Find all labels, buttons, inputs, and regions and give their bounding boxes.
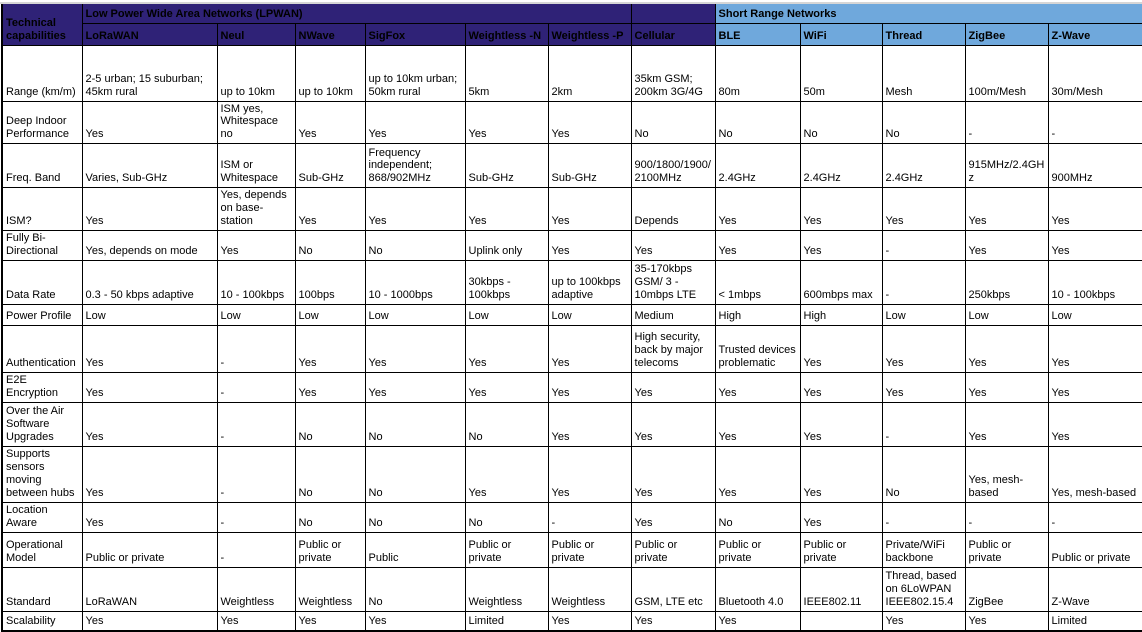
cell: Depends <box>631 188 715 231</box>
cell: 30m/Mesh <box>1048 45 1142 101</box>
row-label: Power Profile <box>2 305 82 326</box>
cell: Yes <box>295 373 365 403</box>
cell: Yes <box>82 403 217 447</box>
row-label: Range (km/m) <box>2 45 82 101</box>
cell: No <box>465 403 548 447</box>
cell: Low <box>465 305 548 326</box>
column-header-weightless-p: Weightless -P <box>548 23 631 45</box>
cell: - <box>1048 101 1142 144</box>
cell: 915MHz/2.4GHz <box>965 144 1048 188</box>
cell: Yes <box>631 503 715 533</box>
cell: Trusted devices problematic <box>715 326 800 373</box>
table-row <box>2 403 1142 447</box>
cell: Yes <box>715 373 800 403</box>
cell: Yes <box>800 447 882 503</box>
cell: - <box>965 101 1048 144</box>
cell: No <box>882 447 965 503</box>
cell: Low <box>548 305 631 326</box>
cell: 80m <box>715 45 800 101</box>
cell: Yes <box>548 373 631 403</box>
cell: Yes <box>548 612 631 631</box>
row-label: ISM? <box>2 188 82 231</box>
cell: Limited <box>465 612 548 631</box>
cell: up to 10km urban; 50km rural <box>365 45 465 101</box>
row-label: Data Rate <box>2 261 82 305</box>
cell: Yes <box>465 447 548 503</box>
table-row <box>2 144 1142 188</box>
cell: Yes <box>548 231 631 261</box>
cell: - <box>882 403 965 447</box>
table-row <box>2 261 1142 305</box>
cell: Low <box>217 305 295 326</box>
cell: Yes <box>715 612 800 631</box>
cell: - <box>217 373 295 403</box>
cell: Yes <box>715 403 800 447</box>
table-row <box>2 568 1142 612</box>
cell: Low <box>882 305 965 326</box>
cell: Yes <box>465 101 548 144</box>
cell: Yes <box>217 231 295 261</box>
cell: 35km GSM; 200km 3G/4G <box>631 45 715 101</box>
cell: 35-170kbps GSM/ 3 - 10mbps LTE <box>631 261 715 305</box>
cell: - <box>217 503 295 533</box>
cell: Weightless <box>217 568 295 612</box>
cell: 2.4GHz <box>715 144 800 188</box>
table-row <box>2 447 1142 503</box>
cell: Public or private <box>465 533 548 568</box>
cell: Yes <box>82 447 217 503</box>
group-header-spacer <box>631 3 715 23</box>
cell: Yes <box>631 373 715 403</box>
cell: Weightless <box>465 568 548 612</box>
column-header-thread: Thread <box>882 23 965 45</box>
cell: No <box>295 403 365 447</box>
cell: No <box>295 231 365 261</box>
column-header-zigbee: ZigBee <box>965 23 1048 45</box>
column-header-cellular: Cellular <box>631 23 715 45</box>
cell: Uplink only <box>465 231 548 261</box>
row-label: Standard <box>2 568 82 612</box>
cell: < 1mbps <box>715 261 800 305</box>
cell: Varies, Sub-GHz <box>82 144 217 188</box>
cell: No <box>365 447 465 503</box>
cell: 2-5 urban; 15 suburban; 45km rural <box>82 45 217 101</box>
page-top-edge <box>0 2 1142 4</box>
cell: Public or private <box>548 533 631 568</box>
cell: No <box>882 101 965 144</box>
cell: Yes <box>965 373 1048 403</box>
table-row <box>2 373 1142 403</box>
cell: Yes <box>965 326 1048 373</box>
group-header-low-power-wide-area-networks-lpwan: Low Power Wide Area Networks (LPWAN) <box>82 3 631 23</box>
group-header-short-range-networks: Short Range Networks <box>715 3 1142 23</box>
cell: Low <box>295 305 365 326</box>
table-row <box>2 188 1142 231</box>
corner-header: Technical capabilities <box>2 3 82 45</box>
cell: Low <box>82 305 217 326</box>
cell: 50m <box>800 45 882 101</box>
cell: No <box>631 101 715 144</box>
table-row <box>2 503 1142 533</box>
cell: Sub-GHz <box>465 144 548 188</box>
cell: Yes <box>1048 231 1142 261</box>
row-label: Operational Model <box>2 533 82 568</box>
cell: ISM or Whitespace <box>217 144 295 188</box>
cell: Yes <box>965 612 1048 631</box>
cell: ISM yes, Whitespace no <box>217 101 295 144</box>
cell: No <box>465 503 548 533</box>
column-header-weightless-n: Weightless -N <box>465 23 548 45</box>
cell: Yes <box>631 447 715 503</box>
cell: No <box>295 503 365 533</box>
cell: Yes <box>965 188 1048 231</box>
table-row <box>2 326 1142 373</box>
cell: LoRaWAN <box>82 568 217 612</box>
cell: 2.4GHz <box>800 144 882 188</box>
cell: Yes <box>800 403 882 447</box>
cell: 100bps <box>295 261 365 305</box>
cell: 30kbps - 100kbps <box>465 261 548 305</box>
cell: - <box>217 326 295 373</box>
cell: Yes <box>365 101 465 144</box>
cell: Yes, mesh-based <box>1048 447 1142 503</box>
table-row <box>2 533 1142 568</box>
cell: Yes <box>631 231 715 261</box>
row-label: Over the Air Software Upgrades <box>2 403 82 447</box>
cell: 10 - 1000bps <box>365 261 465 305</box>
cell: Yes <box>82 373 217 403</box>
cell: No <box>365 503 465 533</box>
cell: Yes <box>800 503 882 533</box>
cell: Thread, based on 6LoWPAN IEEE802.15.4 <box>882 568 965 612</box>
cell: up to 10km <box>295 45 365 101</box>
column-header-nwave: NWave <box>295 23 365 45</box>
table-row <box>2 101 1142 144</box>
cell: Yes <box>800 188 882 231</box>
cell: up to 100kbps adaptive <box>548 261 631 305</box>
cell: Yes <box>295 326 365 373</box>
row-label: Supports sensors moving between hubs <box>2 447 82 503</box>
cell: Yes <box>548 188 631 231</box>
cell: 10 - 100kbps <box>217 261 295 305</box>
cell: No <box>800 101 882 144</box>
cell: Sub-GHz <box>295 144 365 188</box>
cell: High security, back by major telecoms <box>631 326 715 373</box>
cell: 600mbps max <box>800 261 882 305</box>
cell: Yes <box>882 612 965 631</box>
cell: Yes <box>1048 373 1142 403</box>
cell <box>800 612 882 631</box>
cell: Yes <box>882 326 965 373</box>
cell: Public or private <box>800 533 882 568</box>
cell: Yes <box>965 231 1048 261</box>
cell: - <box>882 231 965 261</box>
row-label: Deep Indoor Performance <box>2 101 82 144</box>
cell: - <box>217 447 295 503</box>
cell: Yes, depends on mode <box>82 231 217 261</box>
cell: Yes, depends on base-station <box>217 188 295 231</box>
cell: - <box>217 403 295 447</box>
cell: Yes <box>800 231 882 261</box>
table-row <box>2 612 1142 631</box>
cell: Yes <box>882 373 965 403</box>
cell: Weightless <box>548 568 631 612</box>
column-header-neul: Neul <box>217 23 295 45</box>
cell: up to 10km <box>217 45 295 101</box>
cell: Yes <box>631 403 715 447</box>
cell: Yes <box>965 403 1048 447</box>
cell: 900MHz <box>1048 144 1142 188</box>
cell: Public or private <box>82 533 217 568</box>
cell: No <box>715 101 800 144</box>
row-label: Freq. Band <box>2 144 82 188</box>
column-header-z-wave: Z-Wave <box>1048 23 1142 45</box>
cell: Frequency independent; 868/902MHz <box>365 144 465 188</box>
table-body <box>2 45 1142 631</box>
cell: Public <box>365 533 465 568</box>
cell: Yes <box>548 403 631 447</box>
column-header-sigfox: SigFox <box>365 23 465 45</box>
cell: Yes <box>82 101 217 144</box>
cell: - <box>965 503 1048 533</box>
cell: Yes <box>548 326 631 373</box>
network-comparison-table <box>1 2 1142 632</box>
cell: - <box>1048 503 1142 533</box>
cell: - <box>882 503 965 533</box>
cell: - <box>548 503 631 533</box>
cell: Yes <box>715 188 800 231</box>
cell: Z-Wave <box>1048 568 1142 612</box>
cell: Yes <box>882 188 965 231</box>
cell: Yes <box>82 612 217 631</box>
cell: Mesh <box>882 45 965 101</box>
cell: Yes <box>800 326 882 373</box>
cell: No <box>715 503 800 533</box>
table-row <box>2 231 1142 261</box>
table-row <box>2 305 1142 326</box>
cell: No <box>365 231 465 261</box>
cell: High <box>715 305 800 326</box>
cell: Yes <box>548 447 631 503</box>
table-header <box>2 3 1142 45</box>
cell: - <box>882 261 965 305</box>
cell: Yes <box>465 188 548 231</box>
cell: Yes, mesh-based <box>965 447 1048 503</box>
cell: ZigBee <box>965 568 1048 612</box>
cell: 100m/Mesh <box>965 45 1048 101</box>
cell: Yes <box>82 326 217 373</box>
cell: Public or private <box>295 533 365 568</box>
cell: Public or private <box>965 533 1048 568</box>
cell: High <box>800 305 882 326</box>
cell: Public or private <box>631 533 715 568</box>
cell: Sub-GHz <box>548 144 631 188</box>
table-row <box>2 45 1142 101</box>
cell: No <box>365 568 465 612</box>
cell: Public or private <box>1048 533 1142 568</box>
cell: 2km <box>548 45 631 101</box>
cell: Yes <box>1048 403 1142 447</box>
cell: Public or private <box>715 533 800 568</box>
cell: Medium <box>631 305 715 326</box>
cell: Yes <box>365 612 465 631</box>
cell: 0.3 - 50 kbps adaptive <box>82 261 217 305</box>
cell: Yes <box>365 326 465 373</box>
cell: Yes <box>295 612 365 631</box>
cell: Limited <box>1048 612 1142 631</box>
cell: Yes <box>548 101 631 144</box>
cell: Yes <box>295 101 365 144</box>
cell: Yes <box>217 612 295 631</box>
cell: Low <box>365 305 465 326</box>
cell: GSM, LTE etc <box>631 568 715 612</box>
cell: 5km <box>465 45 548 101</box>
cell: Yes <box>365 188 465 231</box>
cell: Yes <box>465 326 548 373</box>
cell: Yes <box>715 447 800 503</box>
cell: 2.4GHz <box>882 144 965 188</box>
cell: Yes <box>1048 188 1142 231</box>
column-header-ble: BLE <box>715 23 800 45</box>
column-header-lorawan: LoRaWAN <box>82 23 217 45</box>
cell: Yes <box>800 373 882 403</box>
cell: Yes <box>1048 326 1142 373</box>
cell: Bluetooth 4.0 <box>715 568 800 612</box>
cell: Yes <box>295 188 365 231</box>
cell: Yes <box>82 188 217 231</box>
cell: Private/WiFi backbone <box>882 533 965 568</box>
row-label: Authentication <box>2 326 82 373</box>
row-label: Fully Bi-Directional <box>2 231 82 261</box>
cell: Yes <box>365 373 465 403</box>
cell: No <box>295 447 365 503</box>
cell: Yes <box>715 231 800 261</box>
row-label: Scalability <box>2 612 82 631</box>
cell: Low <box>1048 305 1142 326</box>
row-label: E2E Encryption <box>2 373 82 403</box>
cell: 250kbps <box>965 261 1048 305</box>
cell: IEEE802.11 <box>800 568 882 612</box>
column-header-wifi: WiFi <box>800 23 882 45</box>
cell: - <box>217 533 295 568</box>
cell: 900/1800/1900/2100MHz <box>631 144 715 188</box>
cell: Yes <box>465 373 548 403</box>
cell: 10 - 100kbps <box>1048 261 1142 305</box>
cell: Yes <box>82 503 217 533</box>
cell: No <box>365 403 465 447</box>
cell: Weightless <box>295 568 365 612</box>
cell: Yes <box>631 612 715 631</box>
row-label: Location Aware <box>2 503 82 533</box>
cell: Low <box>965 305 1048 326</box>
